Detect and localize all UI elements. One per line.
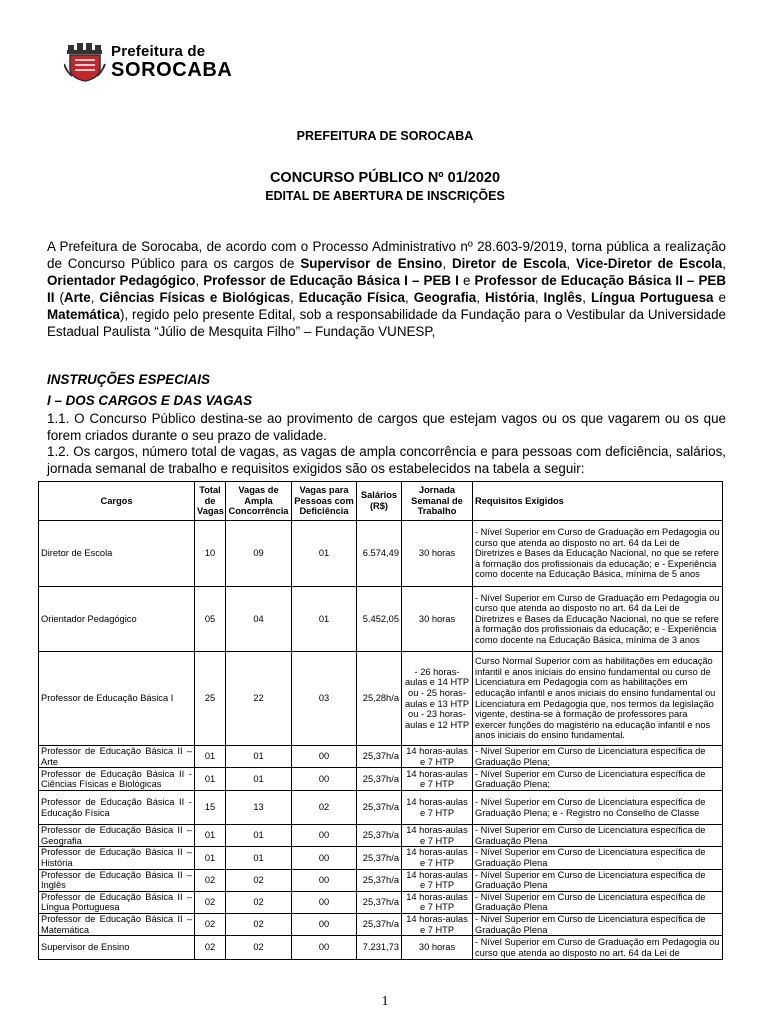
intro-paragraph — [47, 238, 726, 340]
cell-ampla: 01 — [226, 847, 292, 869]
intro-bold: História — [484, 290, 535, 305]
cell-total: 10 — [195, 521, 226, 587]
table-row — [39, 746, 723, 768]
intro-text: e — [713, 290, 726, 305]
intro-bold: Arte — [63, 290, 91, 305]
cell-total: 01 — [195, 768, 226, 791]
cell-ampla: 02 — [226, 913, 292, 935]
cell-requisitos: - Nível Superior em Curso de Licenciatura específica de Graduação Plena; — [473, 768, 723, 791]
table-row — [39, 791, 723, 825]
intro-text: e — [458, 273, 475, 288]
intro-text: , — [90, 290, 100, 305]
intro-bold: Matemática — [47, 307, 120, 322]
cell-salario: 25,37h/a — [357, 891, 402, 913]
cell-jornada: 14 horas-aulas e 7 HTP — [402, 891, 473, 913]
cell-jornada: 14 horas-aulas e 7 HTP — [402, 825, 473, 847]
sorocaba-crest-icon — [64, 42, 106, 82]
table-row — [39, 913, 723, 935]
intro-bold: Vice-Diretor de Escola — [576, 256, 723, 271]
page-number: 1 — [381, 994, 389, 1009]
cell-total: 25 — [195, 652, 226, 746]
cell-cargo: Professor de Educação Básica II - Educação Física — [39, 791, 195, 825]
cell-pcd: 00 — [292, 891, 357, 913]
cell-pcd: 00 — [292, 768, 357, 791]
cell-ampla: 01 — [226, 825, 292, 847]
cell-total: 15 — [195, 791, 226, 825]
cell-salario: 7.231,73 — [357, 936, 402, 960]
cell-requisitos: - Nível Superior em Curso de Graduação em Pedagogia ou curso que atenda ao disposto no art. 64 da Lei de — [473, 936, 723, 960]
cell-cargo: Professor de Educação Básica II – Arte — [39, 746, 195, 768]
cell-cargo: Professor de Educação Básica II – Matemática — [39, 913, 195, 935]
cell-jornada: 14 horas-aulas e 7 HTP — [402, 913, 473, 935]
prefeitura-logo — [64, 42, 232, 82]
intro-text: , — [722, 256, 726, 271]
cell-total: 01 — [195, 847, 226, 869]
table-row — [39, 521, 723, 587]
cell-pcd: 00 — [292, 869, 357, 891]
intro-bold: Supervisor de Ensino — [300, 256, 443, 271]
cell-jornada: 14 horas-aulas e 7 HTP — [402, 791, 473, 825]
cell-requisitos: - Nível Superior em Curso de Licenciatura específica de Graduação Plena — [473, 913, 723, 935]
cell-cargo: Professor de Educação Básica II – Geografia — [39, 825, 195, 847]
intro-text: , — [195, 273, 204, 288]
cell-jornada: 30 horas — [402, 936, 473, 960]
cell-salario: 25,37h/a — [357, 791, 402, 825]
intro-bold: Diretor de Escola — [451, 256, 567, 271]
cell-ampla: 02 — [226, 869, 292, 891]
cell-pcd: 00 — [292, 936, 357, 960]
cell-jornada: 30 horas — [402, 521, 473, 587]
section-1-heading: I – DOS CARGOS E DAS VAGAS — [47, 393, 253, 408]
intro-text: ), regido pelo presente Edital, sob a responsabilidade da Fundação para o Vestibular da Universidade Estadual Paulista “Júlio de Mesquita Filho” – Fundação VUNESP, — [47, 307, 726, 339]
header-cargos: Cargos — [39, 482, 195, 521]
cell-ampla: 22 — [226, 652, 292, 746]
cell-ampla: 02 — [226, 891, 292, 913]
table-row — [39, 891, 723, 913]
intro-text: A Prefeitura de Sorocaba, de acordo com o Processo Administrativo nº 28.603-9/2019, torna pública a realização de Concurso Público para os cargos de — [47, 239, 726, 271]
header-pcd: Vagas para Pessoas com Deficiência — [292, 482, 357, 521]
cell-pcd: 01 — [292, 521, 357, 587]
header-total-vagas: Total de Vagas — [195, 482, 226, 521]
cell-salario: 25,28h/a — [357, 652, 402, 746]
cell-jornada: 30 horas — [402, 587, 473, 652]
cell-total: 02 — [195, 913, 226, 935]
table-row — [39, 825, 723, 847]
table-row — [39, 869, 723, 891]
cell-cargo: Orientador Pedagógico — [39, 587, 195, 652]
logo-line-1: Prefeitura de — [111, 43, 206, 60]
cell-cargo: Professor de Educação Básica II – História — [39, 847, 195, 869]
cell-requisitos: - Nível Superior em Curso de Licenciatura específica de Graduação Plena — [473, 869, 723, 891]
table-row — [39, 768, 723, 791]
cell-cargo: Professor de Educação Básica II – Língua Portuguesa — [39, 891, 195, 913]
cell-salario: 25,37h/a — [357, 869, 402, 891]
cell-jornada: 14 horas-aulas e 7 HTP — [402, 768, 473, 791]
cell-cargo: Professor de Educação Básica II – Inglês — [39, 869, 195, 891]
paragraph-1-1: 1.1. O Concurso Público destina-se ao provimento de cargos que estejam vagos ou os que vagarem ou os que forem criados durante o seu prazo de validade. — [47, 411, 726, 443]
cell-jornada: - 26 horas-aulas e 14 HTP ou - 25 horas-aulas e 13 HTP ou - 23 horas-aulas e 12 HTP — [402, 652, 473, 746]
table-row — [39, 936, 723, 960]
cell-salario: 25,37h/a — [357, 746, 402, 768]
cell-ampla: 01 — [226, 768, 292, 791]
intro-text: , — [582, 290, 591, 305]
cell-pcd: 01 — [292, 587, 357, 652]
intro-bold: Ciências Físicas e Biológicas — [99, 290, 291, 305]
cell-jornada: 14 horas-aulas e 7 HTP — [402, 869, 473, 891]
intro-text: , — [476, 290, 485, 305]
cell-ampla: 01 — [226, 746, 292, 768]
cell-total: 02 — [195, 869, 226, 891]
intro-text: , — [534, 290, 544, 305]
cell-salario: 25,37h/a — [357, 913, 402, 935]
cell-requisitos: - Nível Superior em Curso de Licenciatura específica de Graduação Plena; e - Registro no Conselho de Classe — [473, 791, 723, 825]
cell-ampla: 02 — [226, 936, 292, 960]
cell-requisitos: - Nível Superior em Curso de Licenciatura específica de Graduação Plena — [473, 825, 723, 847]
cell-total: 02 — [195, 891, 226, 913]
cell-jornada: 14 horas-aulas e 7 HTP — [402, 847, 473, 869]
cell-requisitos: - Nível Superior em Curso de Graduação em Pedagogia ou curso que atenda ao disposto no art. 64 da Lei de Diretrizes e Bases da Educação Nacional, no que se refere à formação dos profissionais da educação; e - Experiência como docente na Educação Básica, mínima de 5 anos — [473, 521, 723, 587]
cell-ampla: 13 — [226, 791, 292, 825]
cell-requisitos: - Nível Superior em Curso de Licenciatura específica de Graduação Plena; — [473, 746, 723, 768]
intro-text: , — [442, 256, 452, 271]
cell-cargo: Diretor de Escola — [39, 521, 195, 587]
edital-subtitle: EDITAL DE ABERTURA DE INSCRIÇÕES — [265, 189, 505, 203]
cell-salario: 6.574,49 — [357, 521, 402, 587]
cell-pcd: 00 — [292, 847, 357, 869]
cell-jornada: 14 horas-aulas e 7 HTP — [402, 746, 473, 768]
special-instructions-heading: INSTRUÇÕES ESPECIAIS — [47, 372, 210, 387]
header-salarios: Salários (R$) — [357, 482, 402, 521]
positions-table — [38, 481, 723, 960]
intro-bold: Língua Portuguesa — [590, 290, 714, 305]
cell-pcd: 00 — [292, 825, 357, 847]
cell-cargo: Supervisor de Ensino — [39, 936, 195, 960]
intro-bold: Inglês — [543, 290, 583, 305]
table-row — [39, 652, 723, 746]
intro-text: , — [405, 290, 414, 305]
contest-title: CONCURSO PÚBLICO Nº 01/2020 — [269, 170, 501, 186]
paragraph-1-2: 1.2. Os cargos, número total de vagas, as vagas de ampla concorrência e para pessoas com deficiência, salários, jornada semanal de trabalho e requisitos exigidos são os estabelecidos na tabela a seguir: — [47, 444, 726, 476]
cell-pcd: 00 — [292, 746, 357, 768]
table-row — [39, 587, 723, 652]
intro-text: ( — [54, 290, 64, 305]
cell-total: 01 — [195, 825, 226, 847]
header-ampla-concorrencia: Vagas de Ampla Concorrência — [226, 482, 292, 521]
cell-cargo: Professor de Educação Básica I — [39, 652, 195, 746]
table-row — [39, 847, 723, 869]
cell-requisitos: Curso Normal Superior com as habilitações em educação infantil e anos iniciais do ensino fundamental ou curso de Licenciatura em Pedagogia com as habilitações em educação infantil e anos iniciais do ensino fundamental ou Licenciatura em Pedagogia que, nos termos da legislação vigente, destina-se à formação de professores para exercer funções do magistério na educação infantil e nos anos iniciais do ensino fundamental. — [473, 652, 723, 746]
intro-bold: Orientador Pedagógico — [47, 273, 196, 288]
header-requisitos: Requisitos Exigidos — [473, 482, 723, 521]
cell-salario: 5.452,05 — [357, 587, 402, 652]
cell-pcd: 00 — [292, 913, 357, 935]
cell-pcd: 03 — [292, 652, 357, 746]
cell-requisitos: - Nível Superior em Curso de Graduação em Pedagogia ou curso que atenda ao disposto no art. 64 da Lei de Diretrizes e Bases da Educação Nacional, no que se refere à formação dos profissionais da educação; e - Experiência como docente na Educação Básica, mínima de 3 anos — [473, 587, 723, 652]
cell-pcd: 02 — [292, 791, 357, 825]
document-header-title: PREFEITURA DE SOROCABA — [296, 129, 474, 143]
cell-cargo: Professor de Educação Básica II - Ciências Físicas e Biológicas — [39, 768, 195, 791]
intro-bold: Geografia — [413, 290, 477, 305]
intro-bold: Professor de Educação Básica II – PEB II — [47, 273, 727, 305]
cell-salario: 25,37h/a — [357, 825, 402, 847]
intro-bold: Professor de Educação Básica I – PEB I — [203, 273, 459, 288]
header-jornada: Jornada Semanal de Trabalho — [402, 482, 473, 521]
cell-requisitos: - Nível Superior em Curso de Licenciatura específica de Graduação Plena — [473, 847, 723, 869]
cell-total: 02 — [195, 936, 226, 960]
cell-total: 05 — [195, 587, 226, 652]
logo-line-2: SOROCABA — [111, 59, 233, 81]
cell-requisitos: - Nível Superior em Curso de Licenciatura específica de Graduação Plena — [473, 891, 723, 913]
cell-ampla: 04 — [226, 587, 292, 652]
cell-ampla: 09 — [226, 521, 292, 587]
intro-text: , — [566, 256, 577, 271]
intro-text: , — [290, 290, 299, 305]
cell-salario: 25,37h/a — [357, 847, 402, 869]
intro-bold: Educação Física — [298, 290, 405, 305]
cell-salario: 25,37h/a — [357, 768, 402, 791]
cell-total: 01 — [195, 746, 226, 768]
